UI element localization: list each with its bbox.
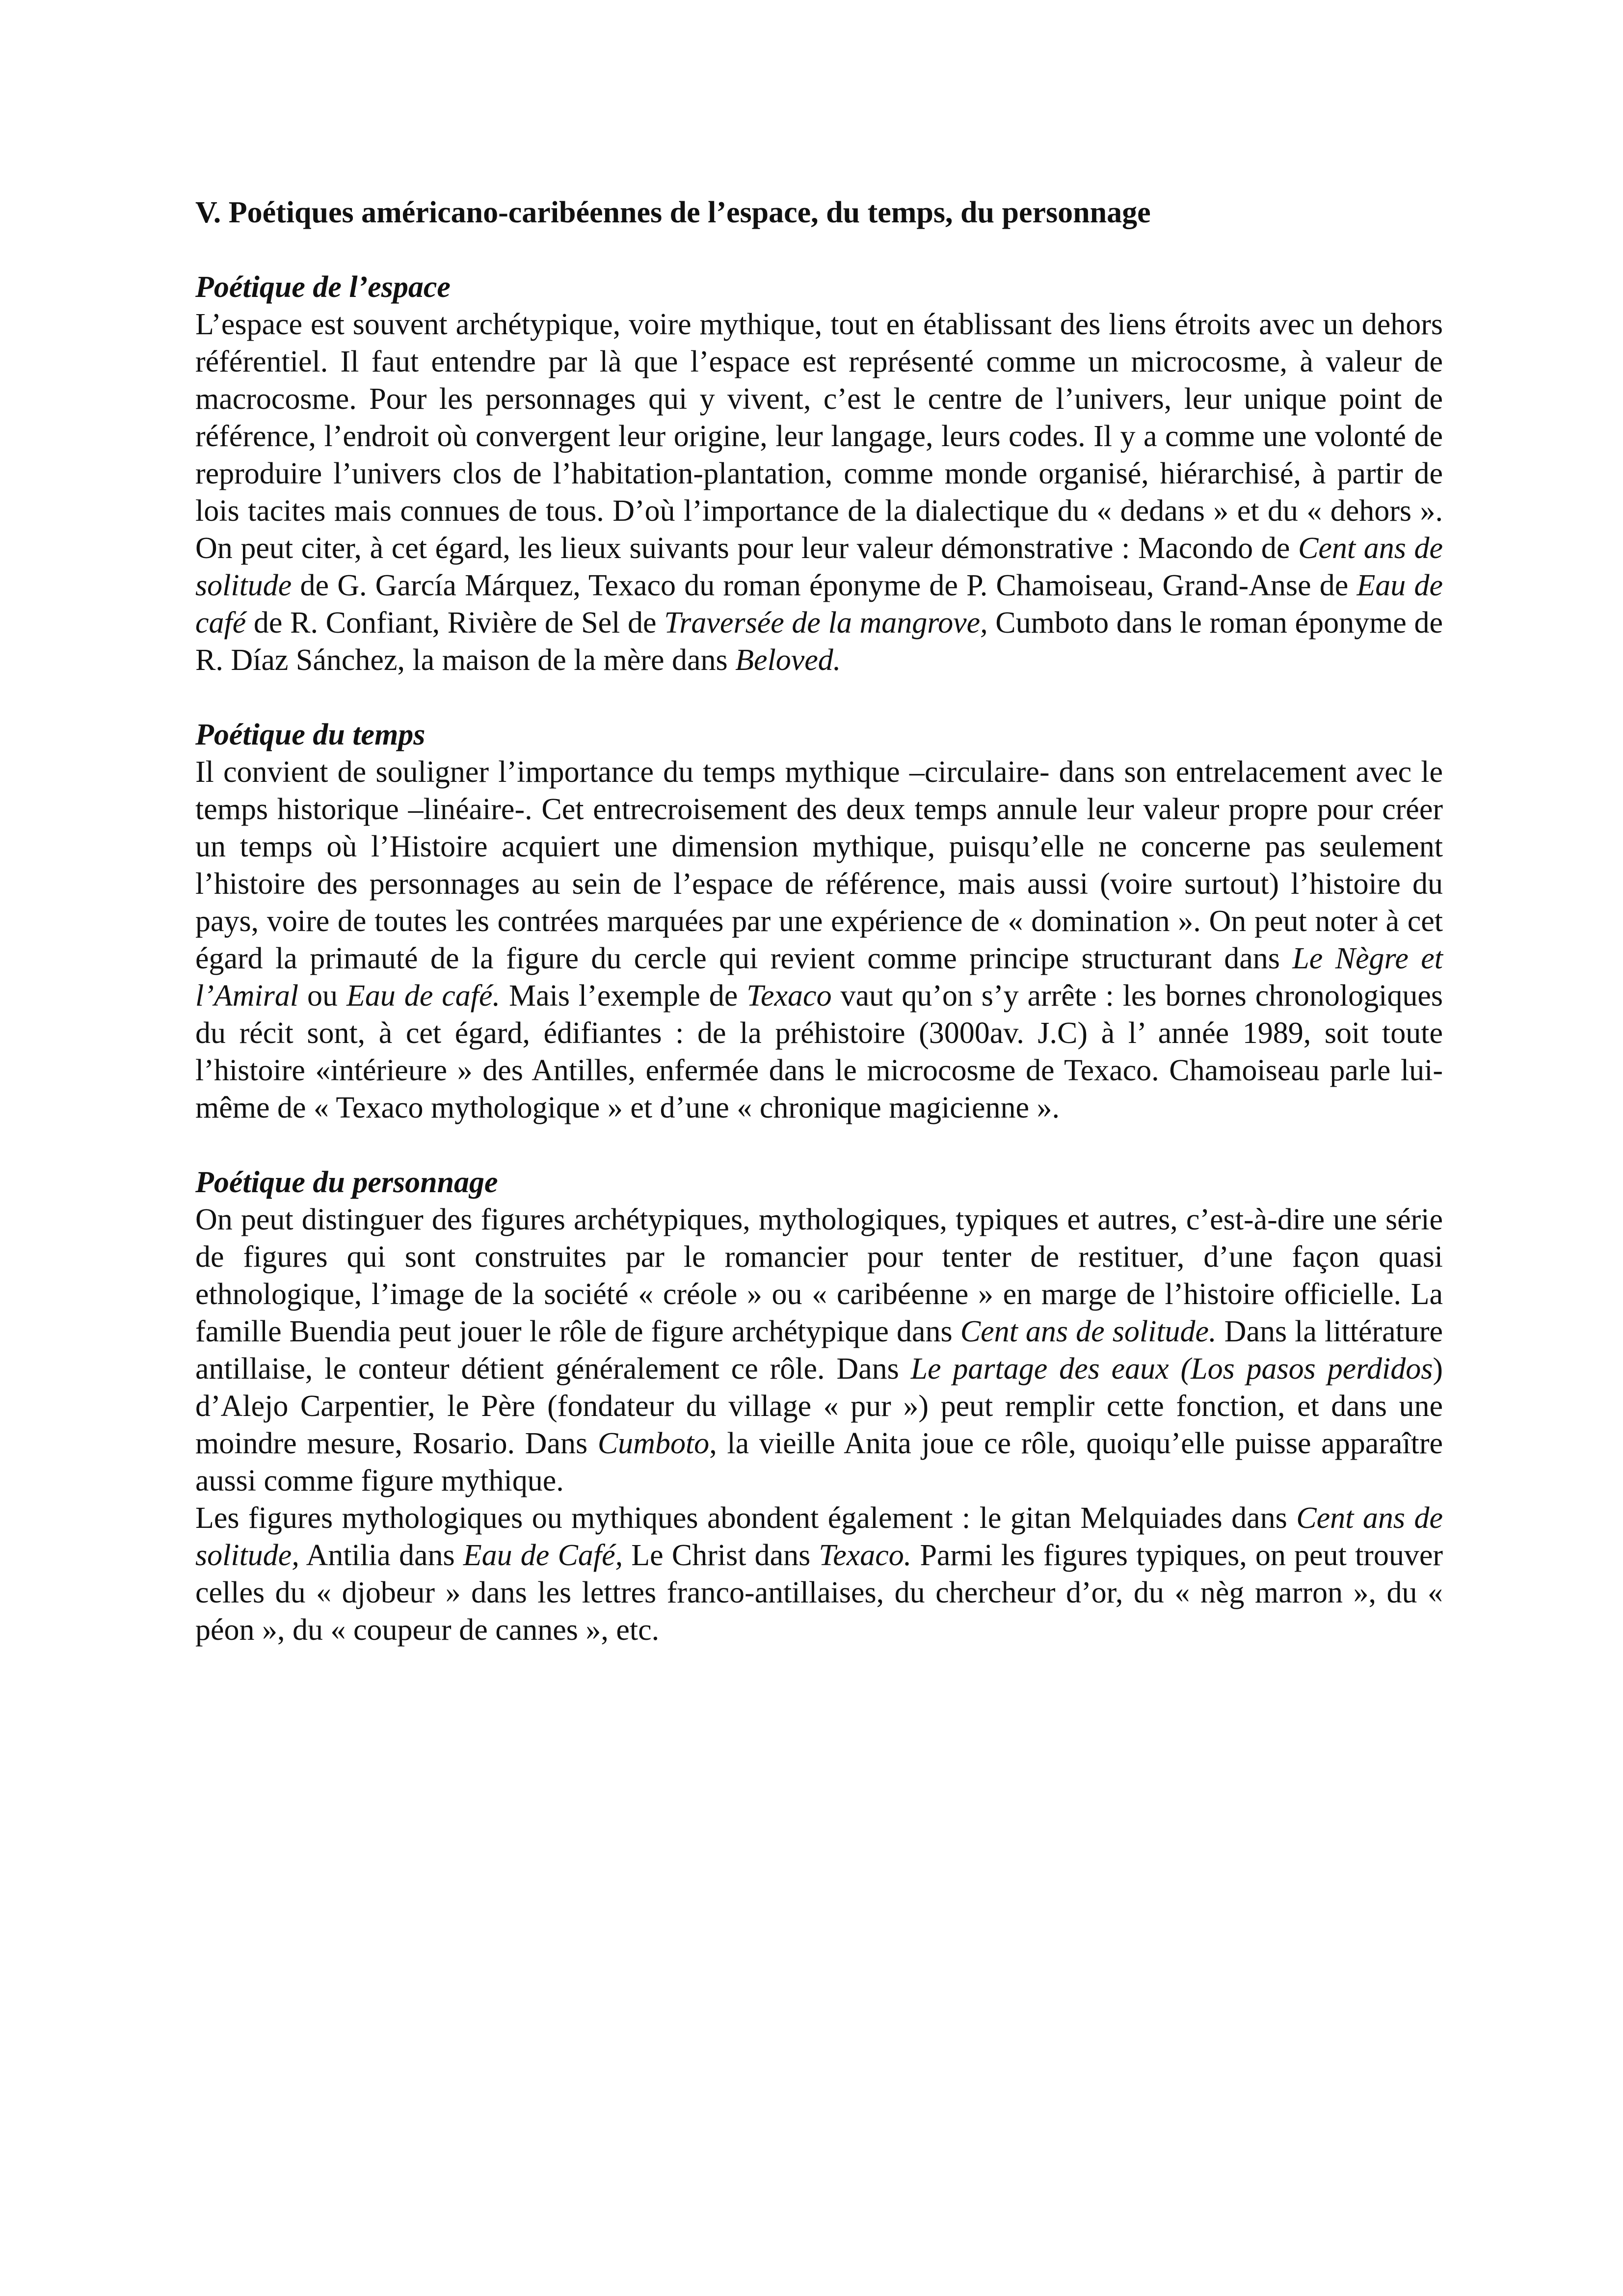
text-run: Il convient de souligner l’importance du temps mythique –circulaire- dans son entrelacement avec le temps historique –linéaire-. Cet entrecroisement des deux temps annule leur valeur propre pour créer un temps où l’Histoire acquiert une dimension mythique, puisqu’elle ne concerne pas seulement l’histoire des personnages au sein de l’espace de référence, mais aussi (voire surtout) l’histoire du pays, voire de toutes les contrées marquées par une expérience de « domination ». On peut noter à cet égard la primauté de la figure du cercle qui revient comme principe structurant dans xyxy=(195,755,1443,975)
section-heading: Poétique du personnage xyxy=(195,1166,498,1199)
section-heading: Poétique du temps xyxy=(195,718,426,751)
italic-title: Texaco. xyxy=(819,1539,912,1572)
text-run: ) d’Alejo Carpentier, le Père (fondateur du village « pur ») peut remplir cette fonction, et dans une moindre mesure, Rosario. Dans xyxy=(195,1352,1443,1460)
italic-title: Cent ans de solitude, xyxy=(195,1501,1443,1572)
text-run: Cumboto dans le roman éponyme de R. Díaz Sánchez, la maison de la mère dans xyxy=(195,606,1443,677)
italic-title: Cumboto xyxy=(597,1427,710,1460)
text-run: vaut qu’on s’y arrête : les bornes chronologiques du récit sont, à cet égard, édifiantes : de la préhistoire (3000av. J.C) à l’ année 1989, soit toute l’histoire «intérieure » des Antilles, enfermée dans le microcosme de Texaco. Chamoiseau parle lui-même de « Texaco mythologique » et d’une « chronique magicienne ». xyxy=(195,979,1443,1124)
page-title: V. Poétiques américano-caribéennes de l’espace, du temps, du personnage xyxy=(195,196,1151,229)
paragraph xyxy=(195,1499,1443,1649)
text-run: de R. Confiant, Rivière de Sel de xyxy=(246,606,665,640)
text-run: Les figures mythologiques ou mythiques abondent également : le gitan Melquiades dans xyxy=(195,1501,1297,1535)
italic-title: Eau de café xyxy=(195,569,1443,640)
text-run: de G. García Márquez, Texaco du roman éponyme de P. Chamoiseau, Grand-Anse de xyxy=(292,569,1357,602)
paragraph xyxy=(195,753,1443,1126)
text-run: ou xyxy=(298,979,346,1013)
text-run: , la vieille Anita joue ce rôle, quoiqu’elle puisse apparaître aussi comme figure mythique. xyxy=(195,1427,1443,1497)
text-run: Le Christ dans xyxy=(623,1539,819,1572)
document-page xyxy=(195,194,1443,1649)
text-run: Parmi les figures typiques, on peut trouver celles du « djobeur » dans les lettres franco-antillaises, du chercheur d’or, du « nèg marron », du « péon », du « coupeur de cannes », etc. xyxy=(195,1539,1443,1647)
text-run: L’espace est souvent archétypique, voire mythique, tout en établissant des liens étroits avec un dehors référentiel. Il faut entendre par là que l’espace est représenté comme un microcosme, à valeur de macrocosme. Pour les personnages qui y vivent, c’est le centre de l’univers, leur unique point de référence, l’endroit où convergent leur origine, leur langage, leurs codes. Il y a comme une volonté de reproduire l’univers clos de l’habitation-plantation, comme monde organisé, hiérarchisé, à partir de lois tacites mais connues de tous. D’où l’importance de la dialectique du « dedans » et du « dehors ». On peut citer, à cet égard, les lieux suivants pour leur valeur démonstrative : Macondo de xyxy=(195,308,1443,565)
text-run: On peut distinguer des figures archétypiques, mythologiques, typiques et autres, c’est-à-dire une série de figures qui sont construites par le romancier pour tenter de restituer, d’une façon quasi ethnologique, l’image de la société « créole » ou « caribéenne » en marge de l’histoire officielle. La famille Buendia peut jouer le rôle de figure archétypique dans xyxy=(195,1203,1443,1348)
italic-title: Texaco xyxy=(746,979,832,1013)
paragraph xyxy=(195,306,1443,679)
section-temps xyxy=(195,716,1443,1126)
section-personnage xyxy=(195,1164,1443,1649)
italic-title: Cent ans de solitude. xyxy=(960,1315,1217,1348)
text-run: Antilia dans xyxy=(299,1539,463,1572)
section-heading: Poétique de l’espace xyxy=(195,270,451,304)
italic-title: Eau de café. xyxy=(346,979,501,1013)
italic-title: Eau de Café, xyxy=(463,1539,623,1572)
italic-title: Beloved. xyxy=(735,643,841,677)
italic-title: Cent ans de solitude xyxy=(195,532,1443,602)
italic-title: Le Nègre et l’Amiral xyxy=(195,942,1443,1013)
paragraph xyxy=(195,1201,1443,1499)
section-espace xyxy=(195,268,1443,679)
italic-title: Le partage des eaux (Los pasos perdidos xyxy=(910,1352,1433,1386)
italic-title: Traversée de la mangrove, xyxy=(664,606,988,640)
text-run: Mais l’exemple de xyxy=(500,979,747,1013)
text-run: Dans la littérature antillaise, le conteur détient généralement ce rôle. Dans xyxy=(195,1315,1443,1386)
